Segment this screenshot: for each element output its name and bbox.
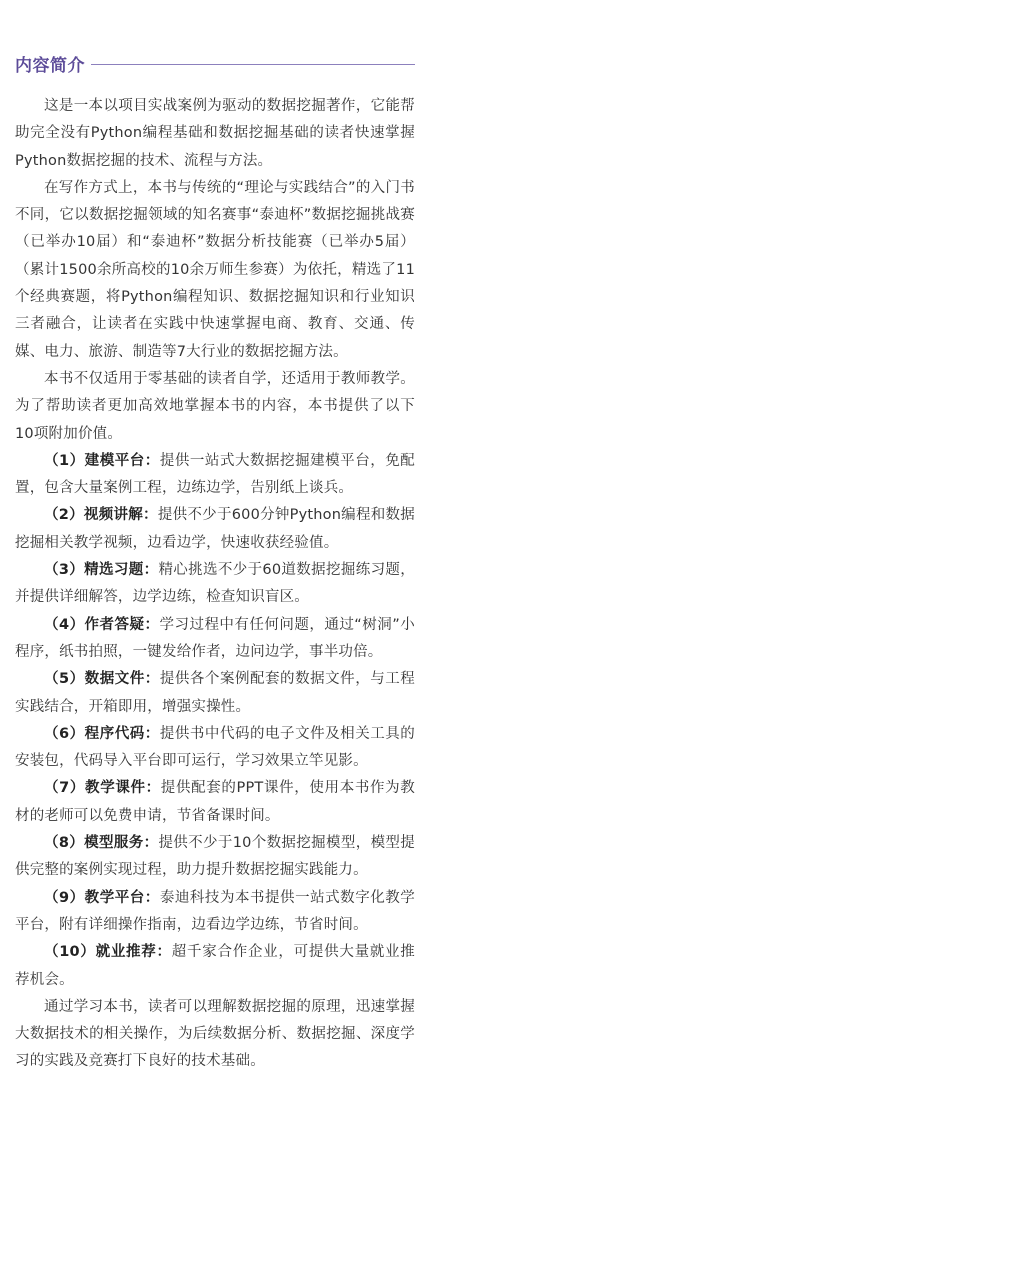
intro-paragraph-1: 这是一本以项目实战案例为驱动的数据挖掘著作，它能帮助完全没有Python编程基础和数据挖掘基础的读者快速掌握Python数据挖掘的技术、流程与方法。 <box>15 98 415 169</box>
value-item-text: 提供各个案例配套的数据文件，与工程实践结合，开箱即用，增强实操性。 <box>15 671 415 715</box>
value-item-label: （7）教学课件： <box>44 780 161 797</box>
value-item-5 <box>15 666 415 721</box>
value-item-text: 提供配套的PPT课件，使用本书作为教材的老师可以免费申请，节省备课时间。 <box>15 780 415 824</box>
value-item-label: （2）视频讲解： <box>44 507 158 524</box>
summary-body <box>15 93 415 1076</box>
intro-paragraph-2: 在写作方式上，本书与传统的“理论与实践结合”的入门书不同，它以数据挖掘领域的知名赛事“泰迪杯”数据挖掘挑战赛（已举办10届）和“泰迪杯”数据分析技能赛（已举办5届）（累计1500余所高校的10余万师生参赛）为依托，精选了11个经典赛题，将Python编程知识、数据挖掘知识和行业知识三者融合，让读者在实践中快速掌握电商、教育、交通、传媒、电力、旅游、制造等7大行业的数据挖掘方法。 <box>15 179 415 360</box>
value-item-3 <box>15 557 415 612</box>
value-item-text: 提供书中代码的电子文件及相关工具的安装包，代码导入平台即可运行，学习效果立竿见影。 <box>15 725 415 770</box>
content-summary-page <box>15 50 415 1076</box>
value-item-text: 泰迪科技为本书提供一站式数字化教学平台，附有详细操作指南，边看边学边练，节省时间。 <box>15 889 415 933</box>
value-item-text: 提供不少于10个数据挖掘模型，模型提供完整的案例实现过程，助力提升数据挖掘实践能力。 <box>15 835 415 879</box>
value-item-label: （1）建模平台： <box>44 452 160 469</box>
value-item-text: 提供一站式大数据挖掘建模平台，免配置，包含大量案例工程，边练边学，告别纸上谈兵。 <box>15 452 415 497</box>
heading-divider <box>91 64 415 65</box>
value-item-label: （6）程序代码： <box>44 725 160 742</box>
value-item-4 <box>15 612 415 667</box>
value-item-label: （4）作者答疑： <box>44 616 160 633</box>
value-item-10 <box>15 939 415 994</box>
value-item-label: （3）精选习题： <box>44 562 159 579</box>
section-heading <box>15 50 415 76</box>
value-item-6 <box>15 721 415 776</box>
value-item-text: 学习过程中有任何问题，通过“树洞”小程序，纸书拍照，一键发给作者，边问边学，事半功倍。 <box>15 616 415 660</box>
value-item-label: （9）教学平台： <box>44 889 160 906</box>
value-item-text: 提供不少于600分钟Python编程和数据挖掘相关教学视频，边看边学，快速收获经验值。 <box>15 507 415 551</box>
value-item-9 <box>15 885 415 940</box>
section-title: 内容简介 <box>15 55 85 76</box>
value-item-label: （10）就业推荐： <box>44 944 172 961</box>
value-item-label: （8）模型服务： <box>44 835 159 852</box>
value-item-7 <box>15 775 415 830</box>
value-item-text: 精心挑选不少于60道数据挖掘练习题，并提供详细解答，边学边练，检查知识盲区。 <box>15 562 415 606</box>
value-item-text: 超千家合作企业，可提供大量就业推荐机会。 <box>15 944 415 988</box>
closing-paragraph: 通过学习本书，读者可以理解数据挖掘的原理，迅速掌握大数据技术的相关操作，为后续数据分析、数据挖掘、深度学习的实践及竞赛打下良好的技术基础。 <box>15 998 415 1070</box>
value-item-label: （5）数据文件： <box>44 671 160 688</box>
intro-paragraph-3: 本书不仅适用于零基础的读者自学，还适用于教师教学。为了帮助读者更加高效地掌握本书的内容，本书提供了以下10项附加价值。 <box>15 370 415 442</box>
value-item-2 <box>15 502 415 557</box>
value-item-8 <box>15 830 415 885</box>
value-item-1 <box>15 448 415 503</box>
